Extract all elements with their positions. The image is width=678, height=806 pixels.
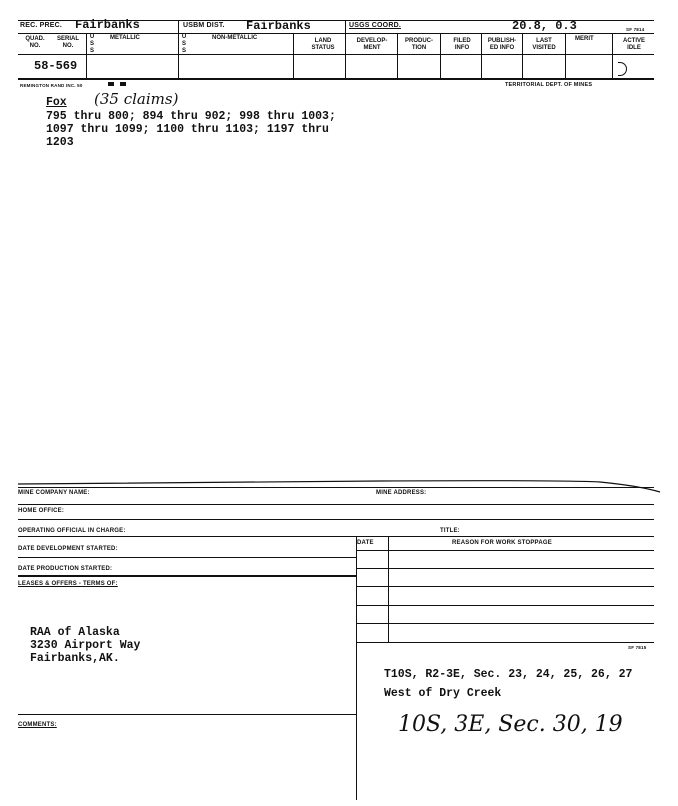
col-published-info: PUBLISH-ED INFO <box>487 38 517 51</box>
col-active-idle: ACTIVE IDLE <box>622 38 645 51</box>
header-divider <box>397 33 398 78</box>
lower-center-divider <box>356 536 357 800</box>
rule-stoppage-4 <box>356 605 654 606</box>
location-line-1: T10S, R2-3E, Sec. 23, 24, 25, 26, 27 <box>384 668 633 681</box>
header-divider <box>565 33 566 78</box>
col-last-visited: LAST VISITED <box>532 38 556 51</box>
mine-address-label: MINE ADDRESS: <box>376 490 427 496</box>
form-number-lower: SF 7815 <box>628 645 647 650</box>
date-production-started-label: DATE PRODUCTION STARTED: <box>18 566 113 572</box>
operating-official-label: OPERATING OFFICIAL IN CHARGE: <box>18 528 126 534</box>
claim-name: Fox <box>46 96 67 109</box>
header-divider <box>481 33 482 78</box>
col-development: DEVELOP-MENT <box>356 38 388 51</box>
header-divider <box>178 20 179 78</box>
col-nonmetallic-code: U S S <box>181 34 187 54</box>
title-label: TITLE: <box>440 528 460 534</box>
date-col-divider <box>388 536 389 642</box>
col-serial-no: SERIAL NO. <box>56 36 79 49</box>
home-office-label: HOME OFFICE: <box>18 508 65 514</box>
date-development-started-label: DATE DEVELOPMENT STARTED: <box>18 546 118 552</box>
location-line-2: West of Dry Creek <box>384 687 502 700</box>
handwritten-location: 10S, 3E, Sec. 30, 19 <box>398 712 623 737</box>
date-col-header: DATE <box>357 540 374 546</box>
rule-operating-official <box>18 519 654 520</box>
col-quad-no: QUAD. NO. <box>25 36 45 49</box>
comments-label: COMMENTS: <box>18 722 57 728</box>
claim-line-3: 1203 <box>46 136 74 149</box>
address-line-3: Fairbanks,AK. <box>30 652 120 665</box>
header-divider <box>293 33 294 78</box>
col-metallic-code: U S S <box>89 34 95 54</box>
header-divider <box>440 33 441 78</box>
reason-col-header: REASON FOR WORK STOPPAGE <box>452 540 552 546</box>
usbm-dist-value: Fairbanks <box>246 19 311 33</box>
handwritten-claim-count: (35 claims) <box>94 90 179 108</box>
header-divider <box>522 33 523 78</box>
rule-home-office <box>18 504 654 505</box>
col-production: PRODUC-TION <box>405 38 433 51</box>
rule-stoppage-6 <box>356 642 654 643</box>
mine-company-name-label: MINE COMPANY NAME: <box>18 490 90 496</box>
header-divider <box>612 33 613 78</box>
usgs-coord-value: 20.8, 0.3 <box>512 19 577 33</box>
rule-stoppage-2 <box>356 568 654 569</box>
claim-line-2: 1097 thru 1099; 1100 thru 1103; 1197 thru <box>46 123 329 136</box>
col-nonmetallic: NON-METALLIC <box>212 35 258 41</box>
quad-number-value: 58-569 <box>34 59 78 73</box>
col-land-status: LAND STATUS <box>311 38 335 51</box>
address-line-1: RAA of Alaska <box>30 626 120 639</box>
col-merit: MERIT <box>575 36 594 42</box>
header-divider <box>86 33 87 78</box>
leases-offers-label: LEASES & OFFERS - TERMS OF: <box>18 581 118 587</box>
rec-prec-value: Fairbanks <box>75 18 140 32</box>
rule-date-dev <box>18 536 654 537</box>
header-bottom-rule <box>18 78 654 80</box>
form-number: SF 7814 <box>626 27 645 32</box>
rule-stoppage-1 <box>356 550 654 551</box>
rule-stoppage-3 <box>356 586 654 587</box>
header-divider <box>345 20 346 78</box>
claim-line-1: 795 thru 800; 894 thru 902; 998 thru 1003; <box>46 110 336 123</box>
usbm-dist-label: USBM DIST. <box>183 22 225 29</box>
usgs-coord-label: USGS COORD. <box>349 22 401 29</box>
col-filed-info: FILED INFO <box>453 38 471 51</box>
rule-stoppage-5 <box>356 623 654 624</box>
col-metallic: METALLIC <box>110 35 140 41</box>
rule-comments <box>18 714 356 715</box>
header-col-rule <box>18 54 654 55</box>
tear-line <box>0 470 678 500</box>
rule-mine-company <box>18 487 654 488</box>
header-row-rule <box>18 33 654 34</box>
rec-prec-label: REC. PREC. <box>20 22 63 29</box>
territorial-dept: TERRITORIAL DEPT. OF MINES <box>505 82 593 88</box>
rule-leases <box>18 575 356 577</box>
rule-date-prod <box>18 557 356 558</box>
handwritten-mark <box>618 62 627 76</box>
address-line-2: 3230 Airport Way <box>30 639 141 652</box>
imprint-mark <box>120 82 126 86</box>
printer-imprint: REMINGTON RAND INC. 50 <box>20 83 83 88</box>
imprint-mark <box>108 82 114 86</box>
